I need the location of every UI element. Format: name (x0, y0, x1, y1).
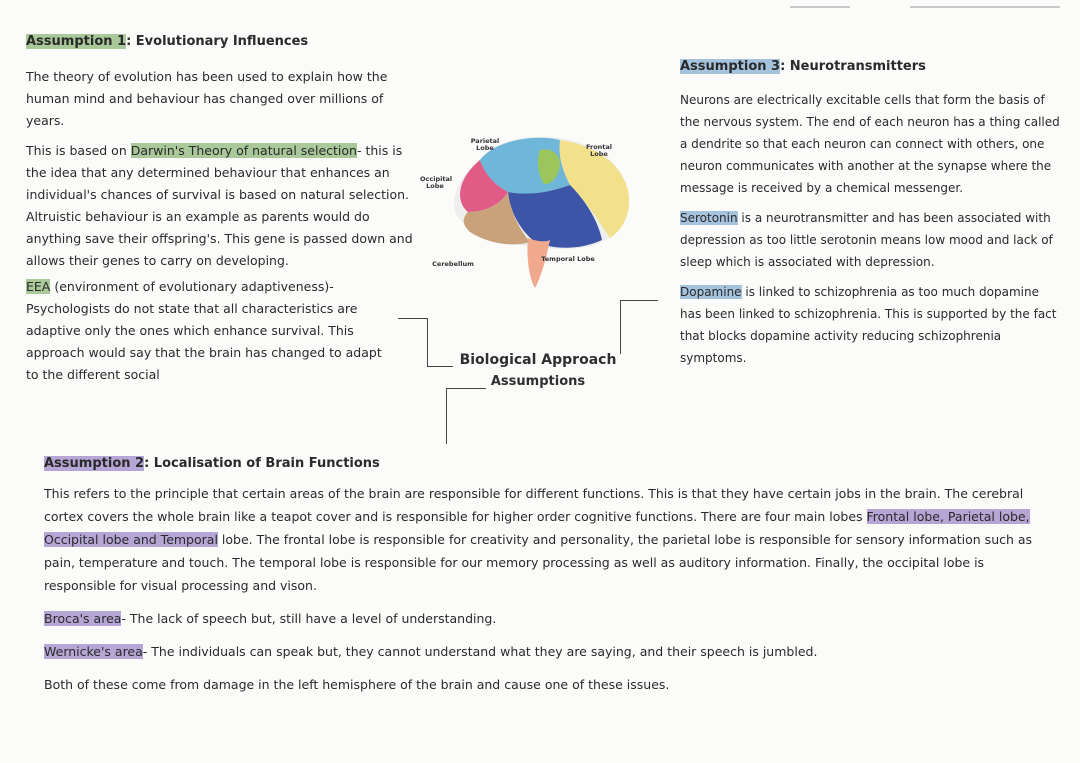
occipital-label: Occipital Lobe (420, 175, 453, 190)
assumption-2-title: : Localisation of Brain Functions (144, 456, 380, 471)
broca-paragraph (44, 607, 1054, 630)
assumption-2-label: Assumption 2 (44, 456, 145, 471)
wernicke-highlight: Wernicke's area (44, 644, 143, 659)
assumption-3-label: Assumption 3 (680, 59, 781, 74)
parietal-label: Parietal Lobe (470, 137, 500, 152)
hemisphere-paragraph: Both of these come from damage in the left hemisphere of the brain and cause one of these issues. (44, 677, 670, 692)
dopamine-paragraph (680, 281, 1060, 369)
serotonin-text: is a neurotransmitter and has been associated with depression as too little serotonin means low mood and lack of sleep which is associated with depression. (680, 211, 1053, 269)
assumption-1-label: Assumption 1 (26, 34, 127, 49)
top-edge-line (910, 6, 1060, 8)
assumption-1-heading (26, 32, 421, 52)
assumption-3-heading (680, 57, 1060, 77)
serotonin-paragraph (680, 207, 1060, 273)
darwin-highlight: Darwin's Theory of natural selection (130, 143, 357, 158)
assumption-1-eea-paragraph (26, 276, 398, 386)
localisation-lead: This refers to the principle that certain areas of the brain are responsible for different functions. This is that they have certain jobs in the brain. The cerebral cortex covers the whole brain like a teapot cover and is responsible for higher order cognitive functions. There are four main lobes (44, 486, 1024, 524)
cerebellum-label: Cerebellum (432, 260, 474, 268)
lobes-highlight: Frontal lobe, Parietal lobe, Occipital lobe and Temporal (44, 509, 1030, 547)
assumption-3-section (680, 57, 1060, 369)
connector-line (446, 388, 447, 444)
broca-text: - The lack of speech but, still have a level of understanding. (121, 611, 497, 626)
frontal-label: Frontal Lobe (585, 143, 613, 158)
connector-line (620, 300, 658, 301)
serotonin-highlight: Serotonin (680, 211, 738, 225)
broca-highlight: Broca's area (44, 611, 122, 626)
wernicke-paragraph (44, 640, 1054, 663)
assumption-1-intro: The theory of evolution has been used to explain how the human mind and behaviour has changed over millions of years. (26, 69, 388, 128)
brain-diagram (420, 130, 650, 290)
assumption-3-title: : Neurotransmitters (780, 59, 926, 74)
brain-stem-shape (527, 238, 550, 288)
central-title (458, 349, 618, 393)
localisation-paragraph (44, 482, 1054, 597)
connector-line (620, 300, 621, 354)
dopamine-highlight: Dopamine (680, 285, 742, 299)
assumption-2-section (44, 454, 1054, 696)
assumption-1-darwin-paragraph (26, 140, 421, 272)
central-title-line-1: Biological Approach (459, 352, 617, 368)
localisation-text: lobe. The frontal lobe is responsible for creativity and personality, the parietal lobe is responsible for sensory information such as pain, temperature and touch. The temporal lobe is responsible for our memory processing as well as auditory information. Finally, the occipital lobe is responsible for visual processing and vison. (44, 532, 1033, 593)
darwin-text: - this is the idea that any determined behaviour that enhances an individual's chances of survival is based on natural selection. Altruistic behaviour is an example as parents would do anything save their offspring's. This gene is passed down and allows their genes to carry on developing. (26, 143, 413, 268)
connector-line (398, 318, 428, 319)
central-title-line-2: Assumptions (490, 374, 586, 389)
dopamine-text: is linked to schizophrenia as too much dopamine has been linked to schizophrenia. This is supported by the fact that blocks dopamine activity reducing schizophrenia symptoms. (680, 285, 1057, 365)
assumption-2-heading (44, 454, 1054, 474)
top-edge-line (790, 6, 850, 8)
assumption-1-title: : Evolutionary Influences (126, 34, 309, 49)
neurons-paragraph: Neurons are electrically excitable cells that form the basis of the nervous system. The end of each neuron has a thing called a dendrite so that each neuron can connect with others, one neuron communicates with another at the synapse where the message is received by a chemical messenger. (680, 93, 1060, 195)
connector-line (427, 366, 453, 367)
eea-text: (environment of evolutionary adaptiveness)- Psychologists do not state that all characteristics are adaptive only the ones which enhance survival. This approach would say that the brain has changed to adapt to the different social (26, 279, 382, 382)
eea-highlight: EEA (26, 279, 51, 294)
assumption-1-section (26, 32, 421, 386)
darwin-lead: This is based on (26, 143, 131, 158)
connector-line (427, 318, 428, 366)
temporal-label: Temporal Lobe (541, 255, 595, 263)
wernicke-text: - The individuals can speak but, they cannot understand what they are saying, and their speech is jumbled. (142, 644, 818, 659)
